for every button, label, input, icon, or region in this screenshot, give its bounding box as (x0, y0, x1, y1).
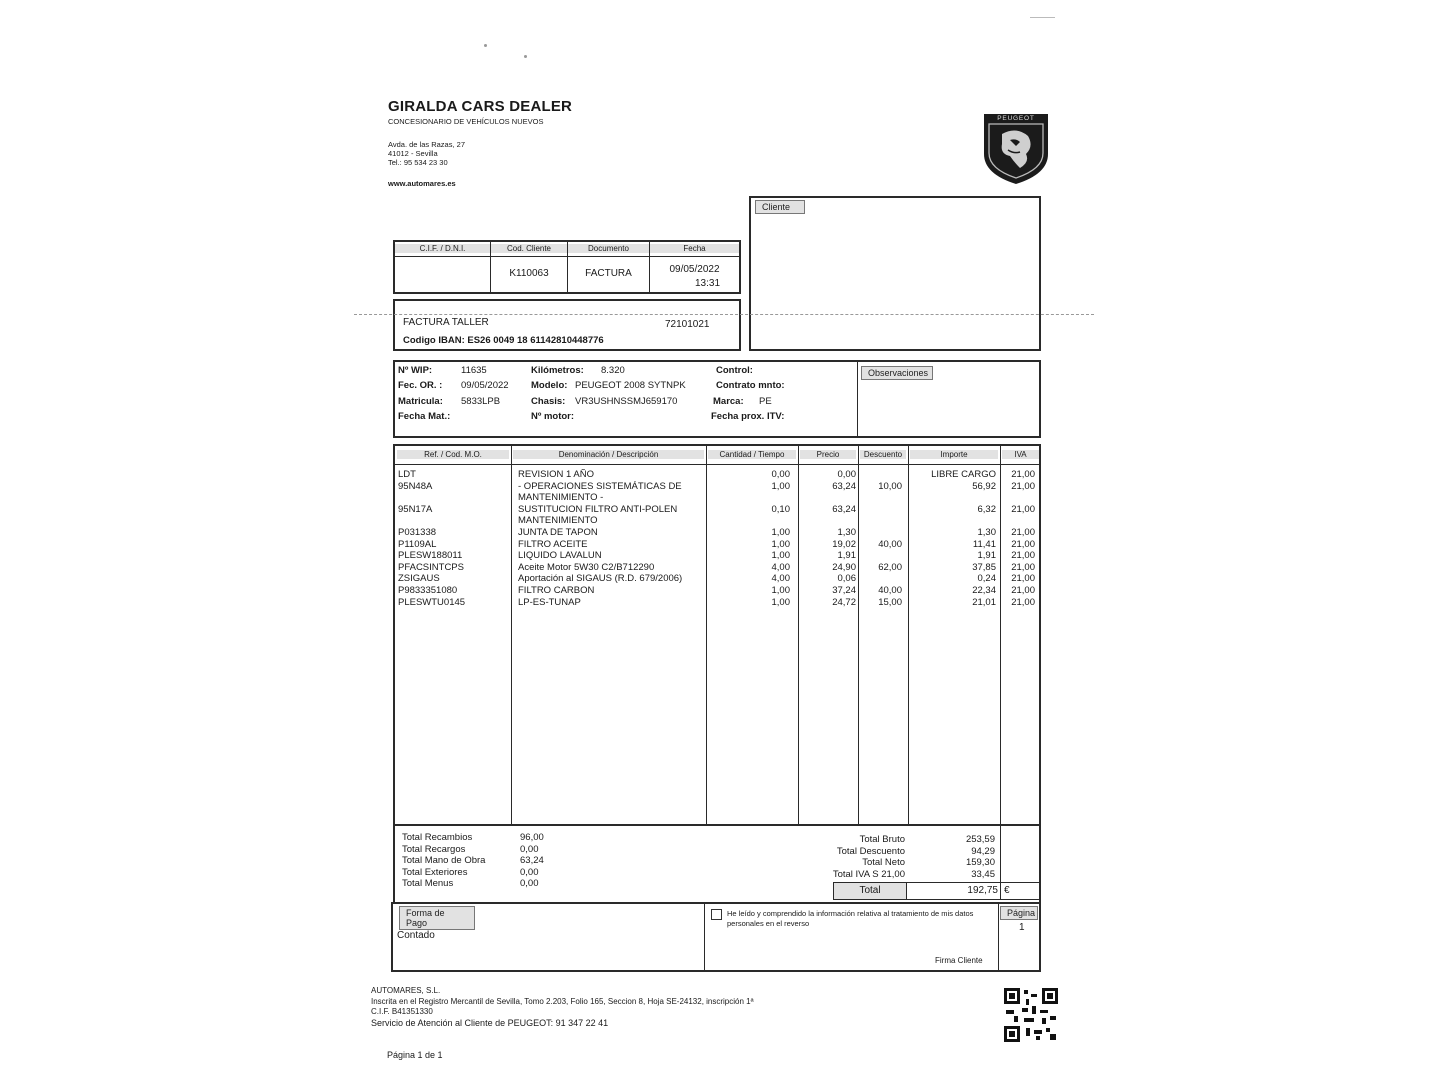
row-qty: 0,00 (771, 469, 790, 480)
total-right-label: Total Neto (862, 857, 905, 868)
row-qty: 1,00 (771, 550, 790, 562)
table-row (395, 550, 1039, 562)
row-ref: P031338 (398, 527, 437, 538)
dealer-subtitle: CONCESIONARIO DE VEHÍCULOS NUEVOS (388, 117, 544, 126)
row-desc: LIQUIDO LAVALUN (518, 550, 602, 562)
wip-label: Nº WIP: (398, 365, 433, 376)
table-row (395, 539, 1039, 551)
row-disc: 40,00 (878, 538, 902, 550)
row-ref: 95N48A (398, 480, 433, 492)
total-value: 192,75 (967, 885, 998, 896)
row-ref: PLESWTU0145 (398, 596, 466, 608)
table-row (395, 527, 1039, 539)
row-qty: 1,00 (771, 585, 790, 596)
row-desc: FILTRO ACEITE (518, 538, 588, 550)
footer-cif: C.I.F. B41351330 (371, 1007, 433, 1016)
dealer-phone: Tel.: 95 534 23 30 (388, 158, 448, 167)
col-qty: Cantidad / Tiempo (708, 450, 796, 459)
consent-text: He leído y comprendido la información relativa al tratamiento de mis datos personales en el reverso (727, 909, 974, 928)
row-importe: 21,01 (972, 596, 996, 608)
row-desc: REVISION 1 AÑO (518, 469, 595, 480)
footer (371, 986, 754, 1028)
total-left-label: Total Recargos (402, 843, 466, 855)
table-row (395, 585, 1039, 597)
page-value: 1 (1019, 922, 1025, 933)
row-ref: 95N17A (398, 503, 433, 515)
col-ref: Ref. / Cod. M.O. (397, 450, 509, 459)
total-left-label: Total Exteriores (402, 866, 468, 878)
row-disc: 62,00 (878, 561, 902, 573)
row-iva: 21,00 (1011, 550, 1035, 562)
totals-box (393, 826, 1041, 904)
dealer-web: www.automares.es (388, 179, 456, 188)
vehicle-info-box (393, 360, 1041, 438)
table-row (395, 481, 1039, 493)
km-label: Kilómetros: (531, 365, 584, 376)
row-qty: 4,00 (771, 573, 790, 585)
row-iva: 21,00 (1011, 585, 1035, 596)
invoice-box (393, 299, 741, 351)
total-left-label: Total Recambios (402, 832, 473, 843)
row-price: 63,24 (832, 503, 856, 515)
row-price: 1,91 (837, 550, 856, 562)
row-price: 1,30 (837, 527, 856, 538)
matricula-label: Matricula: (398, 396, 443, 407)
col-iva: IVA (1002, 450, 1039, 459)
row-ref: P1109AL (398, 538, 437, 550)
dealer-name: GIRALDA CARS DEALER (388, 98, 573, 115)
row-price: 19,02 (832, 538, 856, 550)
observaciones-label: Observaciones (861, 366, 933, 380)
items-table (393, 444, 1041, 826)
total-right-label: Total Descuento (836, 845, 905, 857)
row-price: 24,90 (832, 561, 856, 573)
row-desc: Aceite Motor 5W30 C2/B712290 (518, 561, 655, 573)
total-left-label: Total Mano de Obra (402, 855, 486, 866)
row-desc: Aportación al SIGAUS (R.D. 679/2006) (518, 573, 683, 585)
row-importe: LIBRE CARGO (931, 469, 996, 480)
client-label: Cliente (755, 200, 805, 214)
row-desc: FILTRO CARBON (518, 585, 595, 596)
page-label: Página (1000, 906, 1038, 920)
control-label: Control: (716, 365, 753, 376)
footer-page: Página 1 de 1 (387, 1050, 443, 1060)
row-desc: LP-ES-TUNAP (518, 596, 581, 608)
marca-value: PE (759, 396, 772, 407)
total-right-label: Total Bruto (859, 834, 905, 845)
row-importe: 22,34 (972, 585, 996, 596)
row-disc: 15,00 (878, 596, 902, 608)
total-left-value: 96,00 (520, 832, 544, 843)
row-importe: 6,32 (977, 503, 996, 515)
row-qty: 1,00 (771, 527, 790, 538)
table-row (395, 573, 1039, 585)
total-left-value: 0,00 (520, 866, 539, 878)
row-ref: PLESW188011 (398, 550, 463, 562)
contrato-label: Contrato mnto: (716, 380, 785, 391)
payment-label: Forma de Pago (399, 906, 475, 930)
row-desc: - OPERACIONES SISTEMÁTICAS DE (518, 480, 682, 492)
km-value: 8.320 (601, 365, 625, 376)
row-qty: 4,00 (771, 561, 790, 573)
total-row (833, 882, 1040, 900)
row-ref: LDT (398, 469, 416, 480)
row-disc: 10,00 (878, 480, 902, 492)
table-row (395, 492, 1039, 504)
qr-code (1004, 988, 1058, 1042)
fecha-value: 09/05/2022 (669, 264, 720, 275)
row-desc: MANTENIMIENTO (518, 515, 598, 527)
row-qty: 1,00 (771, 538, 790, 550)
fold-line (354, 314, 1094, 315)
doc-info-table (393, 240, 741, 294)
iban: Codigo IBAN: ES26 0049 18 61142810448776 (403, 335, 604, 346)
row-ref: ZSIGAUS (398, 573, 440, 585)
dealer-header (388, 98, 572, 188)
table-row (395, 562, 1039, 574)
scan-speck (524, 55, 527, 58)
total-left-value: 63,24 (520, 855, 544, 866)
row-iva: 21,00 (1011, 503, 1035, 515)
row-qty: 1,00 (771, 596, 790, 608)
footer-servicio: Servicio de Atención al Cliente de PEUGEOT: 91 347 22 41 (371, 1017, 609, 1028)
row-qty: 1,00 (771, 480, 790, 492)
header-documento: Documento (568, 244, 649, 253)
row-iva: 21,00 (1011, 538, 1035, 550)
row-iva: 21,00 (1011, 527, 1035, 538)
payment-box (391, 902, 1041, 972)
scan-speck (484, 44, 487, 47)
logo-text: PEUGEOT (997, 115, 1035, 122)
row-ref: P9833351080 (398, 585, 458, 596)
invoice-number: 72101021 (665, 319, 710, 330)
header-fecha: Fecha (650, 244, 739, 253)
consent-checkbox[interactable] (711, 909, 722, 920)
row-importe: 56,92 (972, 480, 996, 492)
client-box (749, 196, 1041, 351)
col-desc: Denominación / Descripción (513, 450, 704, 459)
row-price: 63,24 (832, 480, 856, 492)
row-disc: 40,00 (878, 585, 902, 596)
row-importe: 37,85 (972, 561, 996, 573)
hora-value: 13:31 (695, 278, 721, 289)
matricula-value: 5833LPB (461, 396, 501, 407)
row-importe: 1,91 (977, 550, 996, 562)
row-desc: SUSTITUCION FILTRO ANTI-POLEN (518, 503, 678, 515)
row-desc: MANTENIMIENTO - (518, 492, 604, 504)
chasis-value: VR3USHNSSMJ659170 (575, 396, 678, 407)
row-iva: 21,00 (1011, 596, 1035, 608)
total-right-value: 94,29 (971, 845, 995, 857)
table-row (395, 597, 1039, 609)
marca-label: Marca: (713, 396, 744, 407)
peugeot-logo (980, 110, 1052, 186)
scan-speck (1030, 17, 1055, 18)
dealer-address-1: Avda. de las Razas, 27 (388, 140, 465, 149)
row-price: 24,72 (832, 596, 856, 608)
col-price: Precio (800, 450, 856, 459)
row-importe: 1,30 (977, 527, 996, 538)
footer-registro: Inscrita en el Registro Mercantil de Sevilla, Tomo 2.203, Folio 165, Seccion 8, Hoja SE-24132, inscripción 1ª (371, 996, 754, 1006)
itv-label: Fecha prox. ITV: (711, 411, 785, 422)
table-row (395, 469, 1039, 481)
col-disc: Descuento (860, 450, 906, 459)
col-importe: Importe (910, 450, 998, 459)
fecha-mat-label: Fecha Mat.: (398, 411, 451, 422)
payment-value: Contado (397, 930, 435, 941)
table-row (395, 515, 1039, 527)
motor-label: Nº motor: (531, 411, 575, 422)
total-left-value: 0,00 (520, 878, 539, 889)
dealer-address-2: 41012 - Sevilla (388, 149, 438, 158)
total-currency: € (1004, 885, 1010, 896)
invoice-type: FACTURA TALLER (403, 317, 489, 328)
table-row (395, 504, 1039, 516)
cod-cliente-value: K110063 (509, 268, 549, 279)
total-left-label: Total Menus (402, 878, 454, 889)
total-right-value: 253,59 (965, 834, 995, 845)
row-iva: 21,00 (1011, 480, 1035, 492)
row-qty: 0,10 (771, 503, 790, 515)
total-label: Total (834, 883, 907, 899)
total-right-value: 33,45 (971, 868, 995, 880)
row-ref: PFACSINTCPS (398, 561, 464, 573)
row-iva: 21,00 (1011, 561, 1035, 573)
row-importe: 0,24 (977, 573, 996, 585)
documento-value: FACTURA (585, 268, 632, 279)
total-right-label: Total IVA S 21,00 (832, 868, 905, 880)
qr-code-icon (1004, 988, 1058, 1042)
wip-value: 11635 (461, 365, 487, 376)
row-iva: 21,00 (1011, 469, 1035, 480)
fec-or-label: Fec. OR. : (398, 380, 443, 391)
row-price: 0,00 (837, 469, 856, 480)
modelo-value: PEUGEOT 2008 SYTNPK (575, 380, 686, 391)
row-price: 0,06 (837, 573, 856, 585)
row-desc: JUNTA DE TAPON (518, 527, 598, 538)
footer-company: AUTOMARES, S.L. (371, 986, 441, 995)
header-cod-cliente: Cod. Cliente (491, 244, 567, 253)
row-importe: 11,41 (972, 538, 996, 550)
row-price: 37,24 (832, 585, 856, 596)
total-left-value: 0,00 (520, 843, 539, 855)
total-right-value: 159,30 (965, 857, 995, 868)
header-cif: C.I.F. / D.N.I. (395, 244, 490, 253)
fec-or-value: 09/05/2022 (461, 380, 509, 391)
modelo-label: Modelo: (531, 380, 568, 391)
row-iva: 21,00 (1011, 573, 1035, 585)
chasis-label: Chasis: (531, 396, 566, 407)
signature-label: Firma Cliente (935, 956, 983, 965)
